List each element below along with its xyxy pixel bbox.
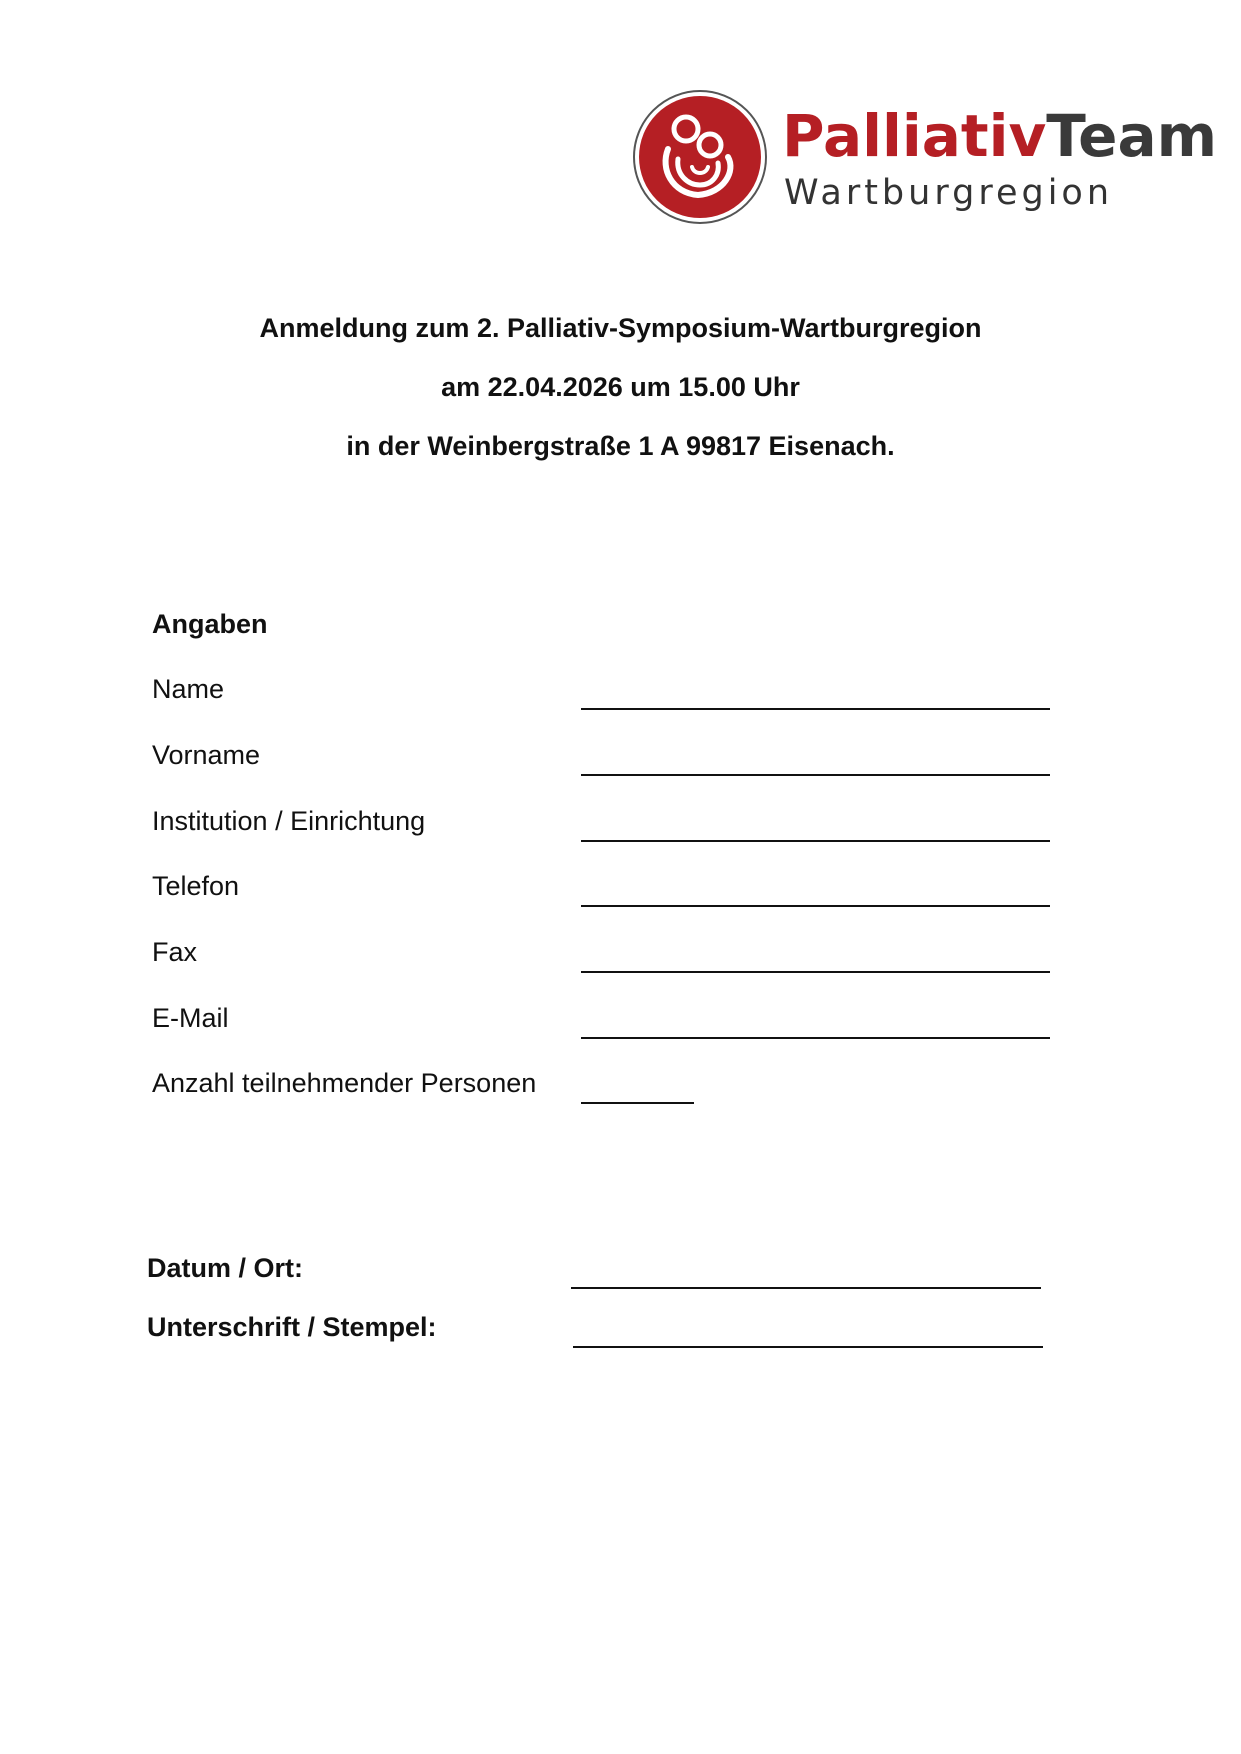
name-input-line[interactable] xyxy=(581,708,1050,710)
signature-row xyxy=(147,1312,1047,1352)
date-place-input-line[interactable] xyxy=(571,1287,1041,1289)
field-name xyxy=(152,674,1052,714)
logo-wordmark-part2: Team xyxy=(1046,102,1218,170)
field-label: E-Mail xyxy=(152,1003,229,1033)
participants-input-line[interactable] xyxy=(581,1102,694,1104)
field-fax xyxy=(152,937,1052,977)
field-email xyxy=(152,1003,1052,1043)
event-date: am 22.04.2026 um 15.00 Uhr xyxy=(441,372,800,402)
event-title: Anmeldung zum 2. Palliativ-Symposium-Wartburgregion xyxy=(259,313,982,343)
logo-wordmark xyxy=(782,102,1218,170)
fax-input-line[interactable] xyxy=(581,971,1050,973)
field-participants xyxy=(152,1068,1052,1108)
date-place-label: Datum / Ort: xyxy=(147,1253,304,1283)
field-label: Fax xyxy=(152,937,198,967)
logo-subtitle: Wartburgregion xyxy=(784,173,1114,213)
field-label: Vorname xyxy=(152,740,261,770)
field-telefon xyxy=(152,871,1052,911)
field-label: Name xyxy=(152,674,225,704)
field-label: Telefon xyxy=(152,871,240,901)
field-label: Anzahl teilnehmender Personen xyxy=(152,1068,537,1098)
logo-wordmark-part1: Palliativ xyxy=(782,102,1047,170)
event-location: in der Weinbergstraße 1 A 99817 Eisenach. xyxy=(346,431,895,461)
telefon-input-line[interactable] xyxy=(581,905,1050,907)
section-title: Angaben xyxy=(152,609,268,639)
field-institution xyxy=(152,806,1052,846)
field-label: Institution / Einrichtung xyxy=(152,806,426,836)
vorname-input-line[interactable] xyxy=(581,774,1050,776)
signature-input-line[interactable] xyxy=(573,1346,1043,1348)
mother-child-circle-icon xyxy=(632,89,768,225)
email-input-line[interactable] xyxy=(581,1037,1050,1039)
logo xyxy=(620,75,1218,245)
institution-input-line[interactable] xyxy=(581,840,1050,842)
date-place-row xyxy=(147,1253,1047,1293)
signature-label: Unterschrift / Stempel: xyxy=(147,1312,437,1342)
field-vorname xyxy=(152,740,1052,780)
